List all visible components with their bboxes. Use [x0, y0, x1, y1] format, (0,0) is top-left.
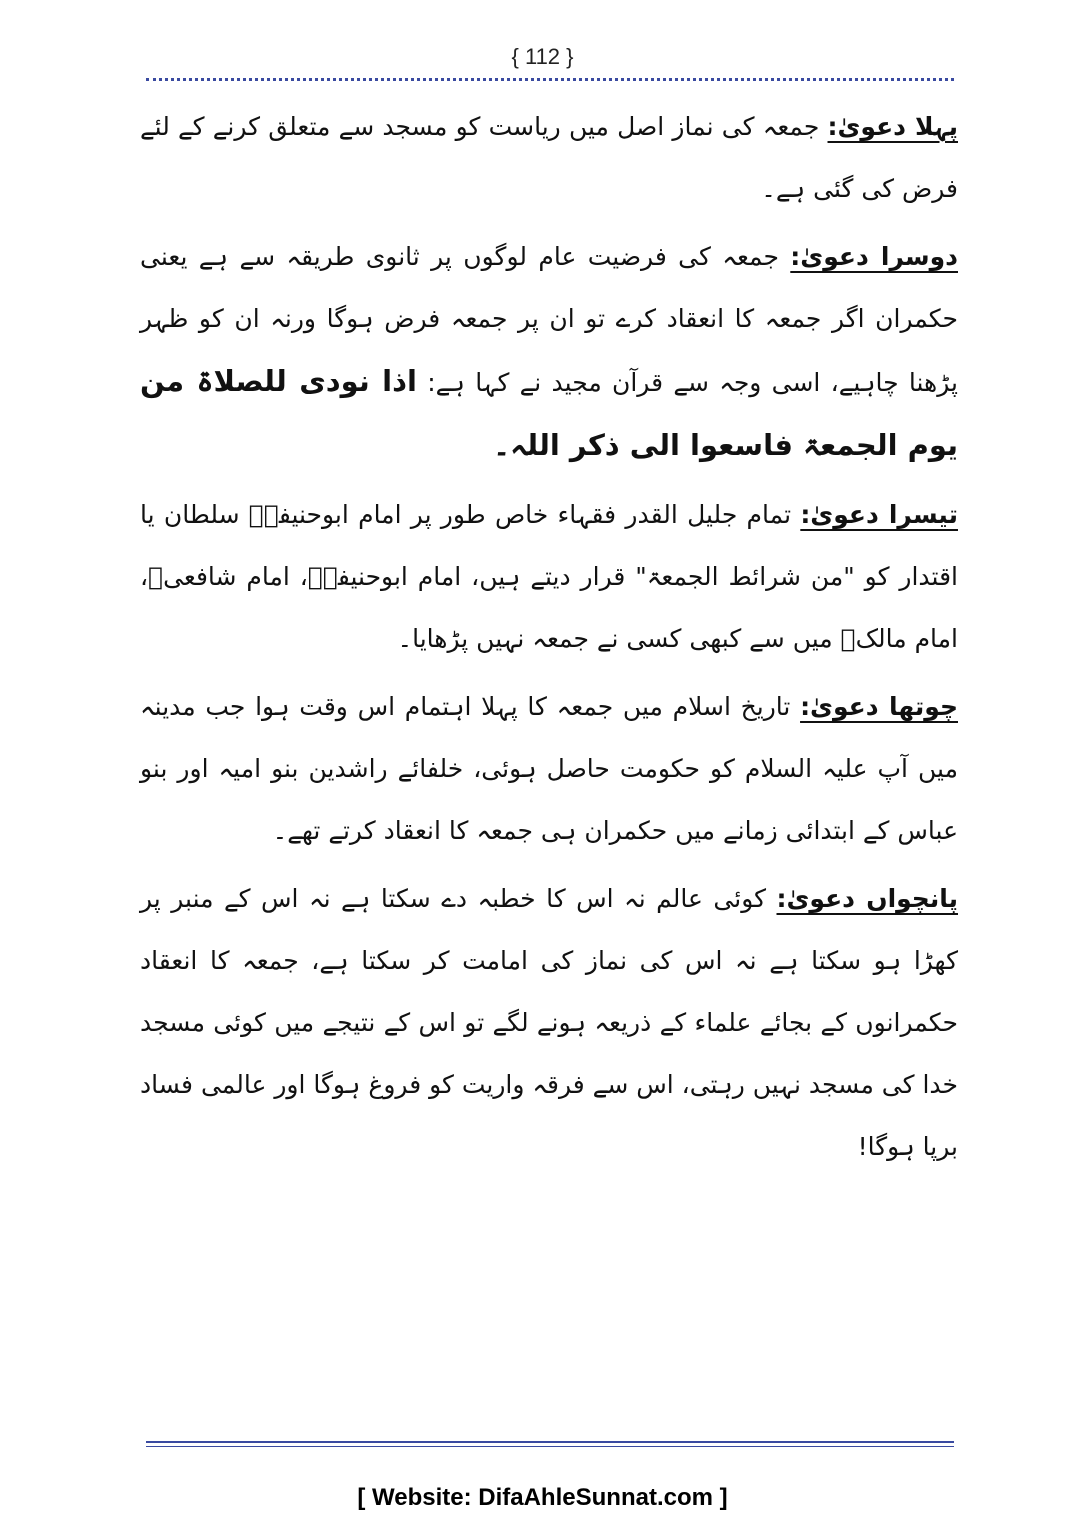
paragraph-claim-4: [140, 676, 958, 862]
paragraph-claim-5: [140, 868, 958, 1178]
paragraph-claim-1: [140, 96, 958, 220]
claim-4-heading: چوتھا دعویٰ:: [800, 692, 958, 721]
claim-2-heading: دوسرا دعویٰ:: [790, 242, 958, 271]
claim-3-text: تمام جلیل القدر فقہاء خاص طور پر امام ابوحنیفہؒ سلطان یا اقتدار کو "من شرائط الجمعۃ" قرار دیتے ہیں، امام ابوحنیفہؒ، امام شافعیؒ، امام مالکؒ میں سے کبھی کسی نے جمعہ نہیں پڑھایا۔: [140, 500, 958, 653]
claim-3-heading: تیسرا دعویٰ:: [800, 500, 958, 529]
claim-4-text: تاریخ اسلام میں جمعہ کا پہلا اہتمام اس وقت ہوا جب مدینہ میں آپ علیہ السلام کو حکومت حاصل ہوئی، خلفائے راشدین بنو امیہ اور بنو عباس کے ابتدائی زمانے میں حکمران ہی جمعہ کا انعقاد کرتے تھے۔: [140, 692, 958, 845]
quran-quote: اذا نودی للصلاۃ من یوم الجمعۃ فاسعوا الی ذکر اللہ۔: [140, 364, 958, 462]
paragraph-claim-3: [140, 484, 958, 670]
bottom-divider-thin: [146, 1446, 954, 1447]
claim-1-text: جمعہ کی نماز اصل میں ریاست کو مسجد سے متعلق کرنے کے لئے فرض کی گئی ہے۔: [140, 112, 958, 203]
website-footer: [ Website: DifaAhleSunnat.com ]: [357, 1484, 728, 1511]
bottom-divider: [146, 1441, 954, 1443]
page-body: [140, 96, 958, 1184]
paragraph-claim-2: [140, 226, 958, 478]
claim-1-heading: پہلا دعویٰ:: [827, 112, 958, 141]
page-number: { 112 }: [511, 44, 574, 69]
claim-5-text: کوئی عالم نہ اس کا خطبہ دے سکتا ہے نہ اس کے منبر پر کھڑا ہو سکتا ہے نہ اس کی نماز کی امامت کر سکتا ہے، جمعہ کا انعقاد حکمرانوں کے بجائے علماء کے ذریعہ ہونے لگے تو اس کے نتیجے میں کوئی مسجد خدا کی مسجد نہیں رہتی، اس سے فرقہ واریت کو فروغ ہوگا اور عالمی فساد برپا ہوگا!: [140, 884, 958, 1161]
claim-2-text: جمعہ کی فرضیت عام لوگوں پر ثانوی طریقہ سے ہے یعنی حکمران اگر جمعہ کا انعقاد کرے تو ان پر جمعہ فرض ہوگا ورنہ ان کو ظہر پڑھنا چاہیے، اسی وجہ سے قرآن مجید نے کہا ہے:: [140, 242, 958, 397]
claim-5-heading: پانچواں دعویٰ:: [776, 884, 958, 913]
top-dotted-divider: [146, 78, 954, 81]
